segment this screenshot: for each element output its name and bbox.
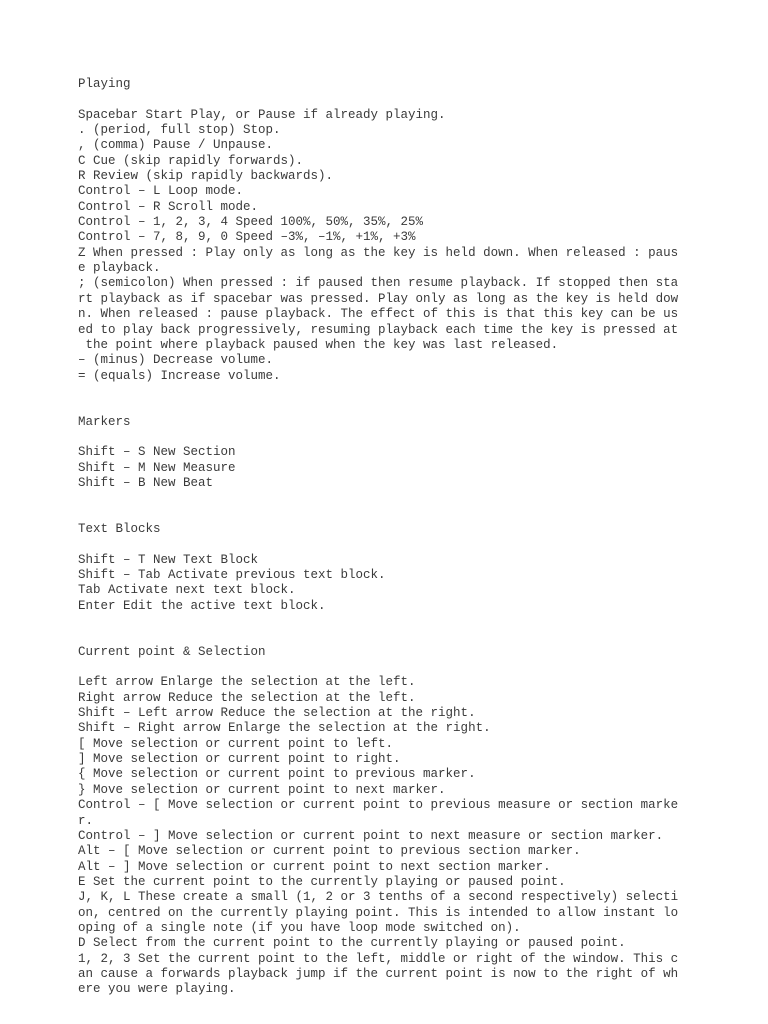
section-heading: Markers [78, 414, 131, 429]
text-line: , (comma) Pause / Unpause. [78, 138, 274, 153]
section-heading: Current point & Selection [78, 644, 266, 659]
section-current-point-selection [78, 645, 698, 998]
text-line: Spacebar Start Play, or Pause if already playing. [78, 107, 446, 122]
text-line: J, K, L These create a small (1, 2 or 3 tenths of a second respectively) selecti [78, 890, 679, 905]
text-line: Z When pressed : Play only as long as the key is held down. When released : paus [78, 245, 679, 260]
text-line: Shift – M New Measure [78, 460, 236, 475]
text-line: ere you were playing. [78, 982, 236, 997]
text-line: Enter Edit the active text block. [78, 598, 326, 613]
text-line: } Move selection or current point to next marker. [78, 782, 446, 797]
text-line: ; (semicolon) When pressed : if paused then resume playback. If stopped then sta [78, 276, 679, 291]
section-heading: Text Blocks [78, 521, 161, 536]
text-line: E Set the current point to the currently playing or paused point. [78, 874, 566, 889]
text-line: Control – R Scroll mode. [78, 199, 259, 214]
text-line: D Select from the current point to the currently playing or paused point. [78, 936, 626, 951]
text-line: Shift – B New Beat [78, 475, 214, 490]
text-line: r. [78, 813, 94, 828]
text-line: ] Move selection or current point to right. [78, 752, 401, 767]
section-text-blocks [78, 522, 698, 614]
text-line: . (period, full stop) Stop. [78, 123, 281, 138]
text-line: ed to play back progressively, resuming playback each time the key is pressed at [78, 322, 679, 337]
text-line: Control – ] Move selection or current point to next measure or section marker. [78, 828, 664, 843]
document-page [78, 77, 698, 998]
text-line: Tab Activate next text block. [78, 583, 296, 598]
text-line: Left arrow Enlarge the selection at the left. [78, 675, 416, 690]
text-line: on, centred on the currently playing point. This is intended to allow instant lo [78, 905, 679, 920]
text-line: Shift – Left arrow Reduce the selection at the right. [78, 706, 476, 721]
text-line: Control – 7, 8, 9, 0 Speed –3%, –1%, +1%, +3% [78, 230, 416, 245]
text-line: Control – 1, 2, 3, 4 Speed 100%, 50%, 35%, 25% [78, 215, 424, 230]
text-line: – (minus) Decrease volume. [78, 353, 274, 368]
text-line: Shift – S New Section [78, 445, 236, 460]
text-line: Right arrow Reduce the selection at the left. [78, 690, 416, 705]
text-line: C Cue (skip rapidly forwards). [78, 153, 304, 168]
text-line: Alt – ] Move selection or current point to next section marker. [78, 859, 551, 874]
text-line: R Review (skip rapidly backwards). [78, 169, 334, 184]
text-line: Shift – Right arrow Enlarge the selection at the right. [78, 721, 491, 736]
text-line: rt playback as if spacebar was pressed. Play only as long as the key is held dow [78, 291, 679, 306]
text-line: [ Move selection or current point to left. [78, 736, 394, 751]
text-line: an cause a forwards playback jump if the current point is now to the right of wh [78, 966, 679, 981]
text-line: = (equals) Increase volume. [78, 368, 281, 383]
section-markers [78, 415, 698, 492]
text-line: Shift – T New Text Block [78, 552, 259, 567]
text-line: Shift – Tab Activate previous text block. [78, 568, 386, 582]
text-line: n. When released : pause playback. The effect of this is that this key can be us [78, 307, 679, 322]
text-line: Alt – [ Move selection or current point to previous section marker. [78, 844, 581, 859]
text-line: { Move selection or current point to previous marker. [78, 767, 476, 782]
text-line: oping of a single note (if you have loop mode switched on). [78, 920, 521, 935]
section-playing [78, 77, 698, 384]
text-line: e playback. [78, 261, 161, 276]
text-line: Control – L Loop mode. [78, 184, 244, 199]
text-line: Control – [ Move selection or current point to previous measure or section marke [78, 798, 679, 813]
section-heading: Playing [78, 77, 131, 91]
text-line: 1, 2, 3 Set the current point to the left, middle or right of the window. This c [78, 951, 679, 966]
text-line: the point where playback paused when the key was last released. [78, 337, 559, 352]
